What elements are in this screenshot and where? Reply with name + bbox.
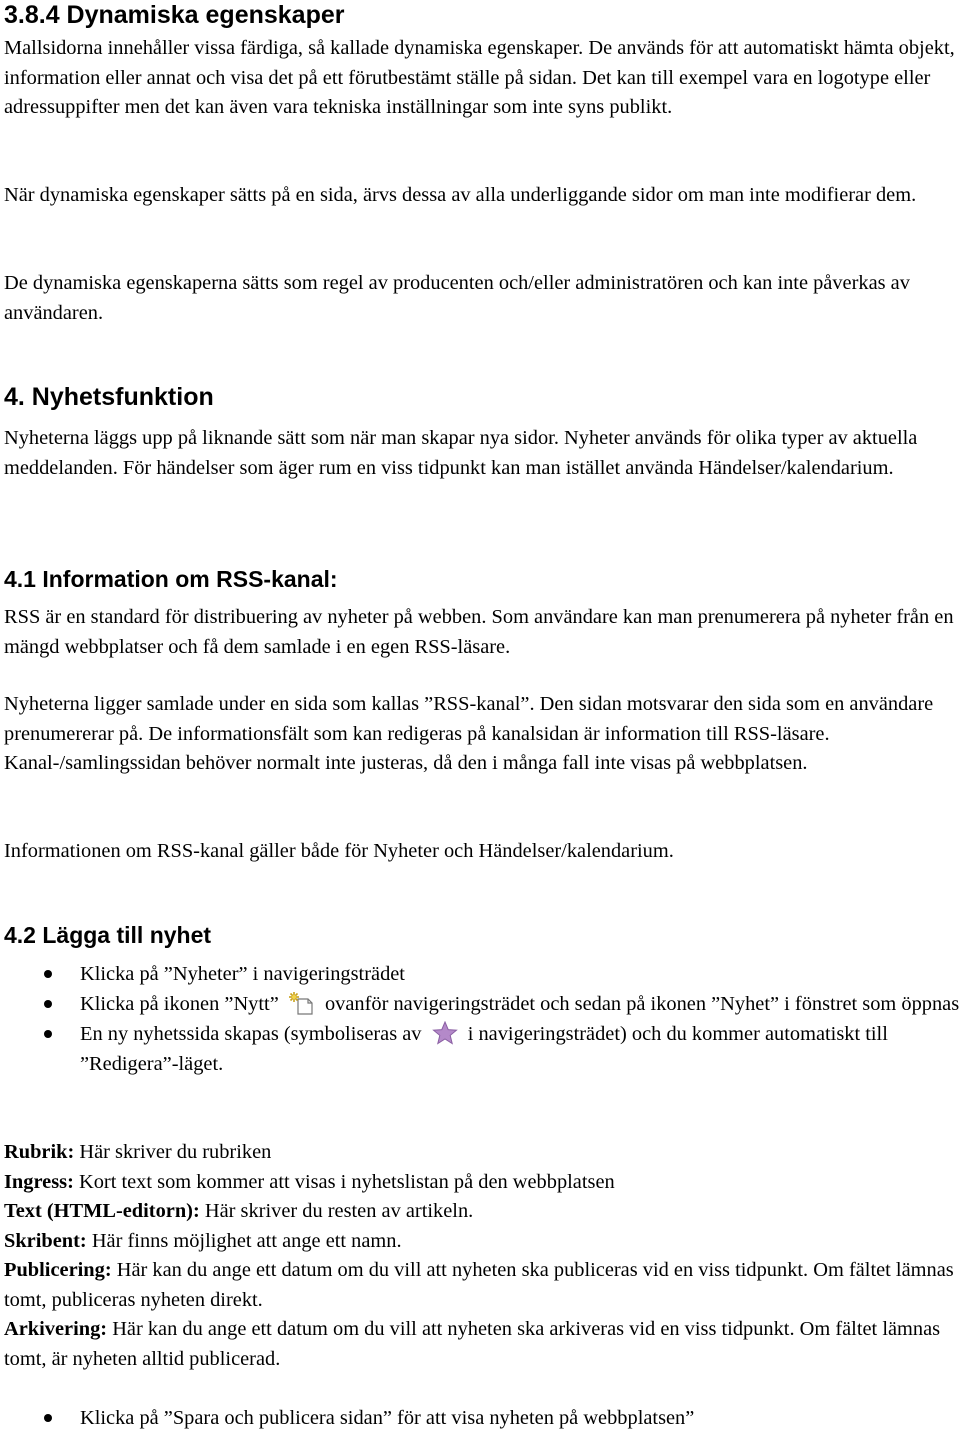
bullet-icon [44, 970, 52, 978]
field-row-ingress [4, 1168, 960, 1198]
list-item-text: Klicka på ”Nyheter” i navigeringsträdet [80, 963, 405, 985]
list-item-text: ovanför navigeringsträdet och sedan på ikonen ”Nyhet” i fönstret som öppnas [324, 993, 960, 1015]
new-page-icon [288, 991, 316, 1015]
section-heading-3-8-4: 3.8.4 Dynamiska egenskaper [4, 1, 345, 29]
list-item-text: Klicka på ikonen ”Nytt” [80, 993, 279, 1015]
field-text: Här skriver du resten av artikeln. [204, 1200, 474, 1222]
list-item [4, 1403, 960, 1433]
list-item-text: Klicka på ”Spara och publicera sidan” för att visa nyheten på webbplatsen” [80, 1407, 695, 1429]
news-star-icon [431, 1021, 459, 1045]
bullet-icon [44, 1414, 52, 1422]
list-item-text: i navigeringsträdet) och du kommer automatiskt till ”Redigera”-läget. [80, 1023, 888, 1075]
section-heading-4-1: 4.1 Information om RSS-kanal: [4, 566, 338, 592]
field-text: Här skriver du rubriken [79, 1141, 272, 1163]
field-descriptions [4, 1138, 960, 1374]
field-text: Här kan du ange ett datum om du vill att nyheten ska arkiveras vid en viss tidpunkt. Om fältet lämnas tomt, är nyheten alltid publicerad. [4, 1318, 941, 1370]
field-row-rubrik [4, 1138, 960, 1168]
field-row-skribent [4, 1227, 960, 1257]
field-label: Arkivering: [4, 1318, 108, 1340]
field-row-text [4, 1197, 960, 1227]
paragraph-news-intro: Nyheterna läggs upp på liknande sätt som när man skapar nya sidor. Nyheter används för olika typer av aktuella meddelanden. För händelser som äger rum en viss tidpunkt kan man istället använda Händelser/kalendarium. [4, 427, 918, 479]
paragraph-dynamic-admin: De dynamiska egenskaperna sätts som regel av producenten och/eller administratören och kan inte påverkas av användaren. [4, 272, 910, 324]
paragraph-rss-scope: Informationen om RSS-kanal gäller både för Nyheter och Händelser/kalendarium. [4, 840, 674, 862]
field-label: Skribent: [4, 1229, 87, 1252]
field-text: Kort text som kommer att visas i nyhetslistan på den webbplatsen [78, 1170, 615, 1193]
list-item-text: En ny nyhetssida skapas (symboliseras av [80, 1023, 422, 1045]
section-heading-4-2: 4.2 Lägga till nyhet [4, 922, 212, 948]
bullet-icon [44, 1030, 52, 1038]
field-label: Publicering: [4, 1259, 112, 1281]
final-instruction-list [4, 1403, 960, 1433]
instruction-list [4, 959, 960, 1079]
list-item [4, 1019, 960, 1079]
field-label: Text (HTML-editorn): [4, 1200, 200, 1222]
list-item [4, 989, 960, 1019]
field-row-publicering [4, 1256, 960, 1315]
field-label: Ingress: [4, 1170, 74, 1193]
paragraph-dynamic-intro: Mallsidorna innehåller vissa färdiga, så kallade dynamiska egenskaper. De används för att automatiskt hämta objekt, information eller annat och visa det på ett förutbestämt ställe på sidan. Det kan till exempel vara en logotype eller adressuppifter men det kan även vara tekniska inställningar som inte syns publikt. [4, 37, 955, 118]
paragraph-dynamic-inheritance: När dynamiska egenskaper sätts på en sida, ärvs dessa av alla underliggande sidor om man inte modifierar dem. [4, 184, 917, 206]
bullet-icon [44, 1000, 52, 1008]
field-text: Här kan du ange ett datum om du vill att nyheten ska publiceras vid en viss tidpunkt. Om fältet lämnas tomt, publiceras nyheten direkt. [4, 1259, 954, 1311]
paragraph-rss-channel: Nyheterna ligger samlade under en sida som kallas ”RSS-kanal”. Den sidan motsvarar den sida som en användare prenumererar på. De informationsfält som kan redigeras på kanalsidan är information till RSS-läsare. Kanal-/samlingssidan behöver normalt inte justeras, då den i många fall inte visas på webbplatsen. [4, 693, 934, 774]
field-text: Här finns möjlighet att ange ett namn. [91, 1229, 402, 1252]
field-label: Rubrik: [4, 1141, 75, 1163]
paragraph-rss-standard: RSS är en standard för distribuering av nyheter på webben. Som användare kan man prenumerera på nyheter från en mängd webbplatser och få dem samlade i en egen RSS-läsare. [4, 606, 954, 658]
section-heading-4: 4. Nyhetsfunktion [4, 383, 214, 411]
field-row-arkivering [4, 1315, 960, 1374]
list-item [4, 959, 960, 989]
